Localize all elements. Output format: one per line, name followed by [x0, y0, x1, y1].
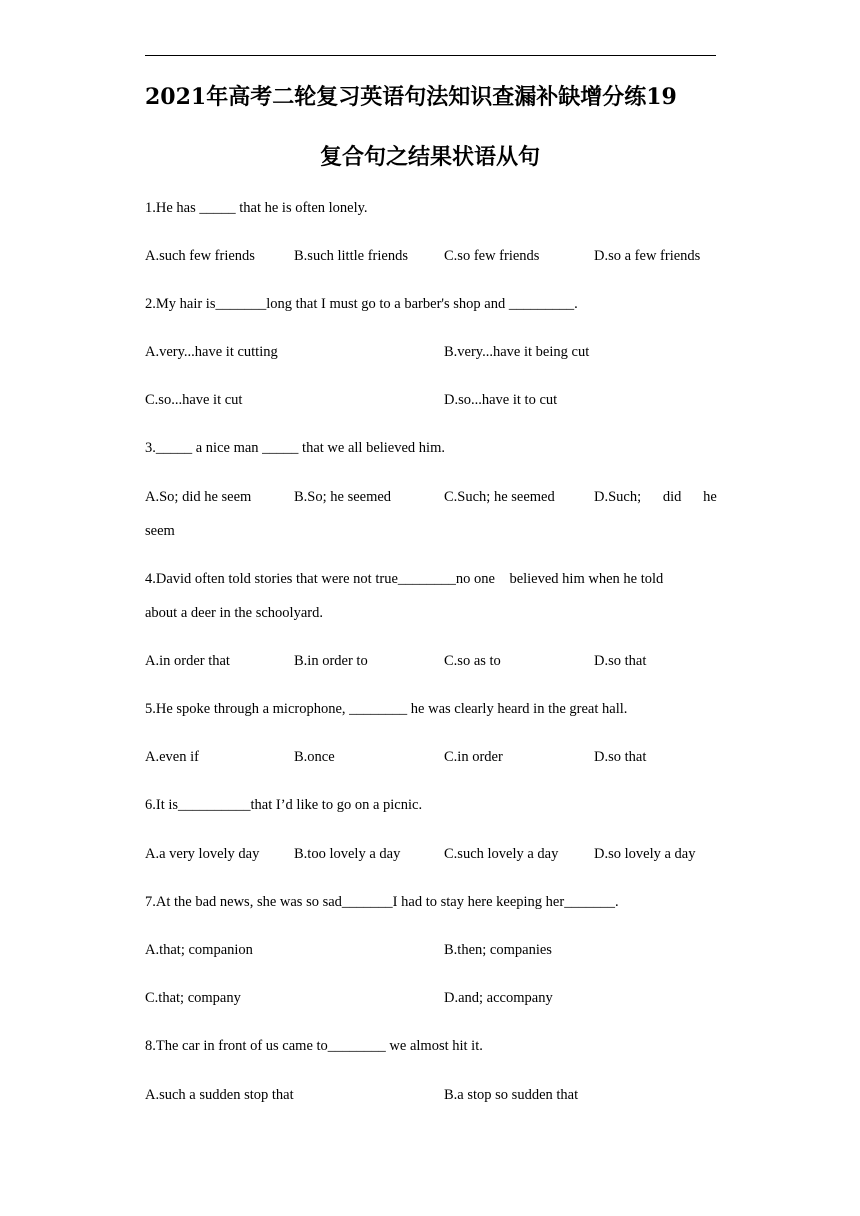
question-5-option-c[interactable]: C.in order: [444, 749, 503, 765]
question-2-option-c[interactable]: C.so...have it cut: [145, 392, 243, 408]
question-1-stem: 1.He has _____ that he is often lonely.: [145, 200, 368, 216]
question-2-option-a[interactable]: A.very...have it cutting: [145, 344, 278, 360]
question-4-option-b[interactable]: B.in order to: [294, 653, 368, 669]
question-4-stem-line-2: about a deer in the schoolyard.: [145, 605, 323, 621]
document-title: 2021年高考二轮复习英语句法知识查漏补缺增分练19: [145, 84, 677, 110]
question-3-stem: 3._____ a nice man _____ that we all believed him.: [145, 440, 445, 456]
question-1-option-d[interactable]: D.so a few friends: [594, 248, 701, 264]
question-8-stem: 8.The car in front of us came to________ we almost hit it.: [145, 1038, 483, 1054]
question-2-option-d[interactable]: D.so...have it to cut: [444, 392, 558, 408]
question-3-option-c[interactable]: C.Such; he seemed: [444, 489, 555, 505]
question-5-option-d[interactable]: D.so that: [594, 749, 647, 765]
question-7-stem: 7.At the bad news, she was so sad_______I had to stay here keeping her_______.: [145, 894, 619, 910]
question-2-option-b[interactable]: B.very...have it being cut: [444, 344, 590, 360]
header-rule: [145, 55, 716, 56]
question-3-option-d-wrap: seem: [145, 523, 175, 539]
question-1-option-b[interactable]: B.such little friends: [294, 248, 408, 264]
question-7-option-c[interactable]: C.that; company: [145, 990, 241, 1006]
question-5-option-a[interactable]: A.even if: [145, 749, 199, 765]
question-4-option-d[interactable]: D.so that: [594, 653, 647, 669]
question-7-option-b[interactable]: B.then; companies: [444, 942, 552, 958]
question-5-stem: 5.He spoke through a microphone, ________ he was clearly heard in the great hall.: [145, 701, 628, 717]
question-6-stem: 6.It is__________that I’d like to go on a picnic.: [145, 797, 423, 813]
question-8-option-a[interactable]: A.such a sudden stop that: [145, 1087, 294, 1103]
question-1-option-c[interactable]: C.so few friends: [444, 248, 540, 264]
question-5-option-b[interactable]: B.once: [294, 749, 335, 765]
question-6-option-b[interactable]: B.too lovely a day: [294, 846, 401, 862]
question-8-option-b[interactable]: B.a stop so sudden that: [444, 1087, 579, 1103]
question-3-option-d[interactable]: D.Such; did he: [594, 489, 717, 505]
question-4-option-c[interactable]: C.so as to: [444, 653, 501, 669]
document-subtitle: 复合句之结果状语从句: [319, 144, 540, 170]
question-6-option-d[interactable]: D.so lovely a day: [594, 846, 696, 862]
question-7-option-d[interactable]: D.and; accompany: [444, 990, 553, 1006]
question-3-option-a[interactable]: A.So; did he seem: [145, 489, 252, 505]
question-7-option-a[interactable]: A.that; companion: [145, 942, 253, 958]
question-6-option-c[interactable]: C.such lovely a day: [444, 846, 559, 862]
question-6-option-a[interactable]: A.a very lovely day: [145, 846, 260, 862]
question-4-option-a[interactable]: A.in order that: [145, 653, 230, 669]
question-2-stem: 2.My hair is_______long that I must go to a barber's shop and _________.: [145, 296, 578, 312]
question-3-option-b[interactable]: B.So; he seemed: [294, 489, 392, 505]
question-4-stem-line-1: 4.David often told stories that were not true________no one believed him when he told: [145, 571, 664, 587]
question-1-option-a[interactable]: A.such few friends: [145, 248, 255, 264]
